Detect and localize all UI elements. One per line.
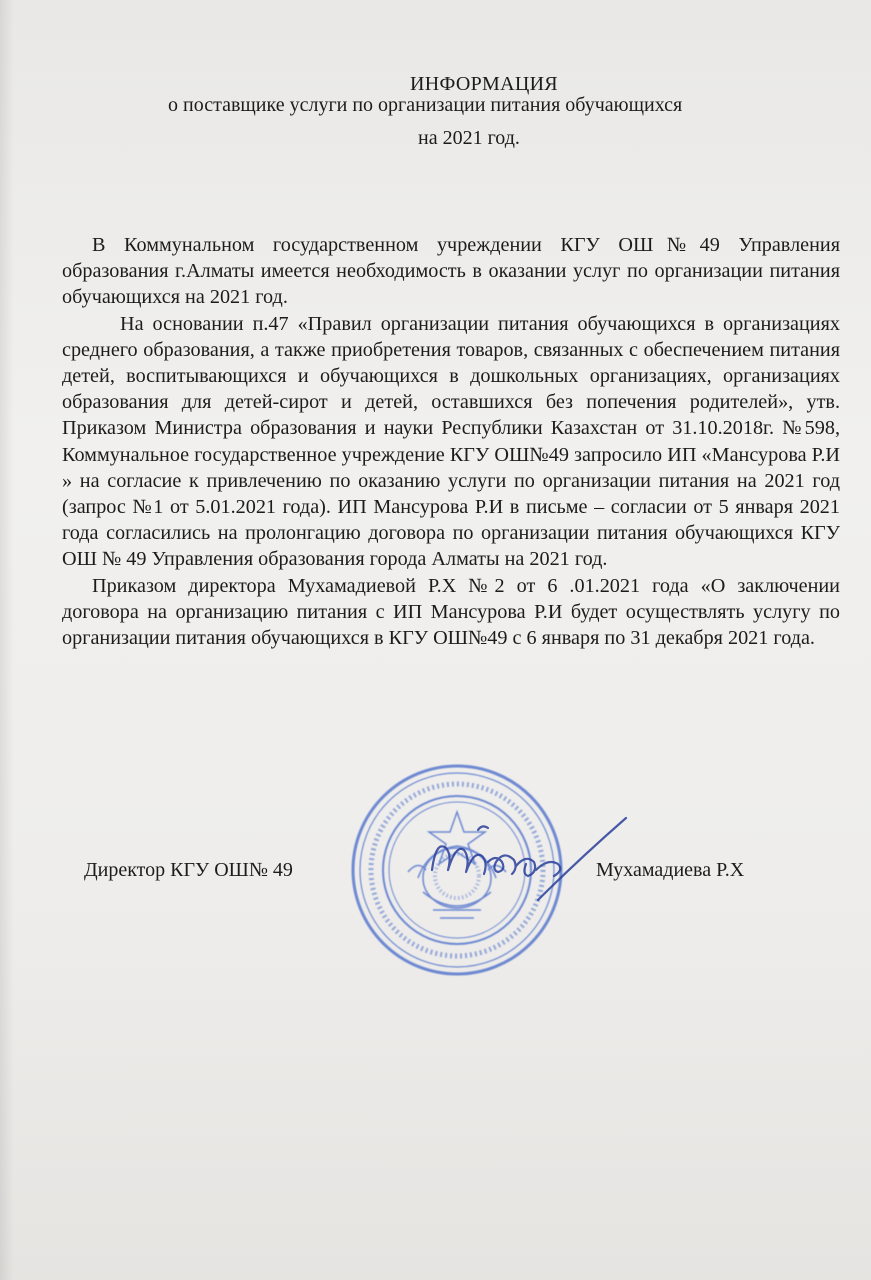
handwritten-signature-icon <box>418 800 648 910</box>
document-body <box>62 232 840 651</box>
paragraph-1: В Коммунальном государственном учреждении КГУ ОШ№49 Управления образования г.Алматы имеется необходимость в оказании услуг по организации питания обучающихся на 2021 год. <box>62 234 840 309</box>
document-title: ИНФОРМАЦИЯ <box>410 73 558 95</box>
page-edge-shadow <box>0 0 14 1280</box>
signature-right-name: Мухамадиева Р.Х <box>596 859 745 881</box>
document-subtitle-line2: на 2021 год. <box>418 127 520 149</box>
signature-left-label: Директор КГУ ОШ№ 49 <box>84 859 293 881</box>
paragraph-2: На основании п.47 «Правил организации питания обучающихся в организациях среднего образования, а также приобретения товаров, связанных с обеспечением питания детей, воспитывающихся и обучающихся в дошкольных организациях, организациях образования для детей-сирот и детей, оставшихся без попечения родителей», утв. Приказом Министра образования и науки Республики Казахстан от 31.10.2018г. №598, Коммунальное государственное учреждение КГУ ОШ№49 запросило ИП «Мансурова Р.И » на согласие к привлечению по оказанию услуги по организации питания на 2021 год (запрос №1 от 5.01.2021 года). ИП Мансурова Р.И в письме – согласии от 5 января 2021 года согласились на пролонгацию договора по организации питания обучающихся КГУ ОШ № 49 Управления образования города Алматы на 2021 год. <box>62 312 840 571</box>
paragraph-3: Приказом директора Мухамадиевой Р.Х №2 от 6 .01.2021 года «О заключении договора на организацию питания с ИП Мансурова Р.И будет осуществлять услугу по организации питания обучающихся в КГУ ОШ№49 с 6 января по 31 декабря 2021 года. <box>62 574 840 650</box>
document-subtitle-line1: о поставщике услуги по организации питания обучающихся <box>168 94 683 116</box>
